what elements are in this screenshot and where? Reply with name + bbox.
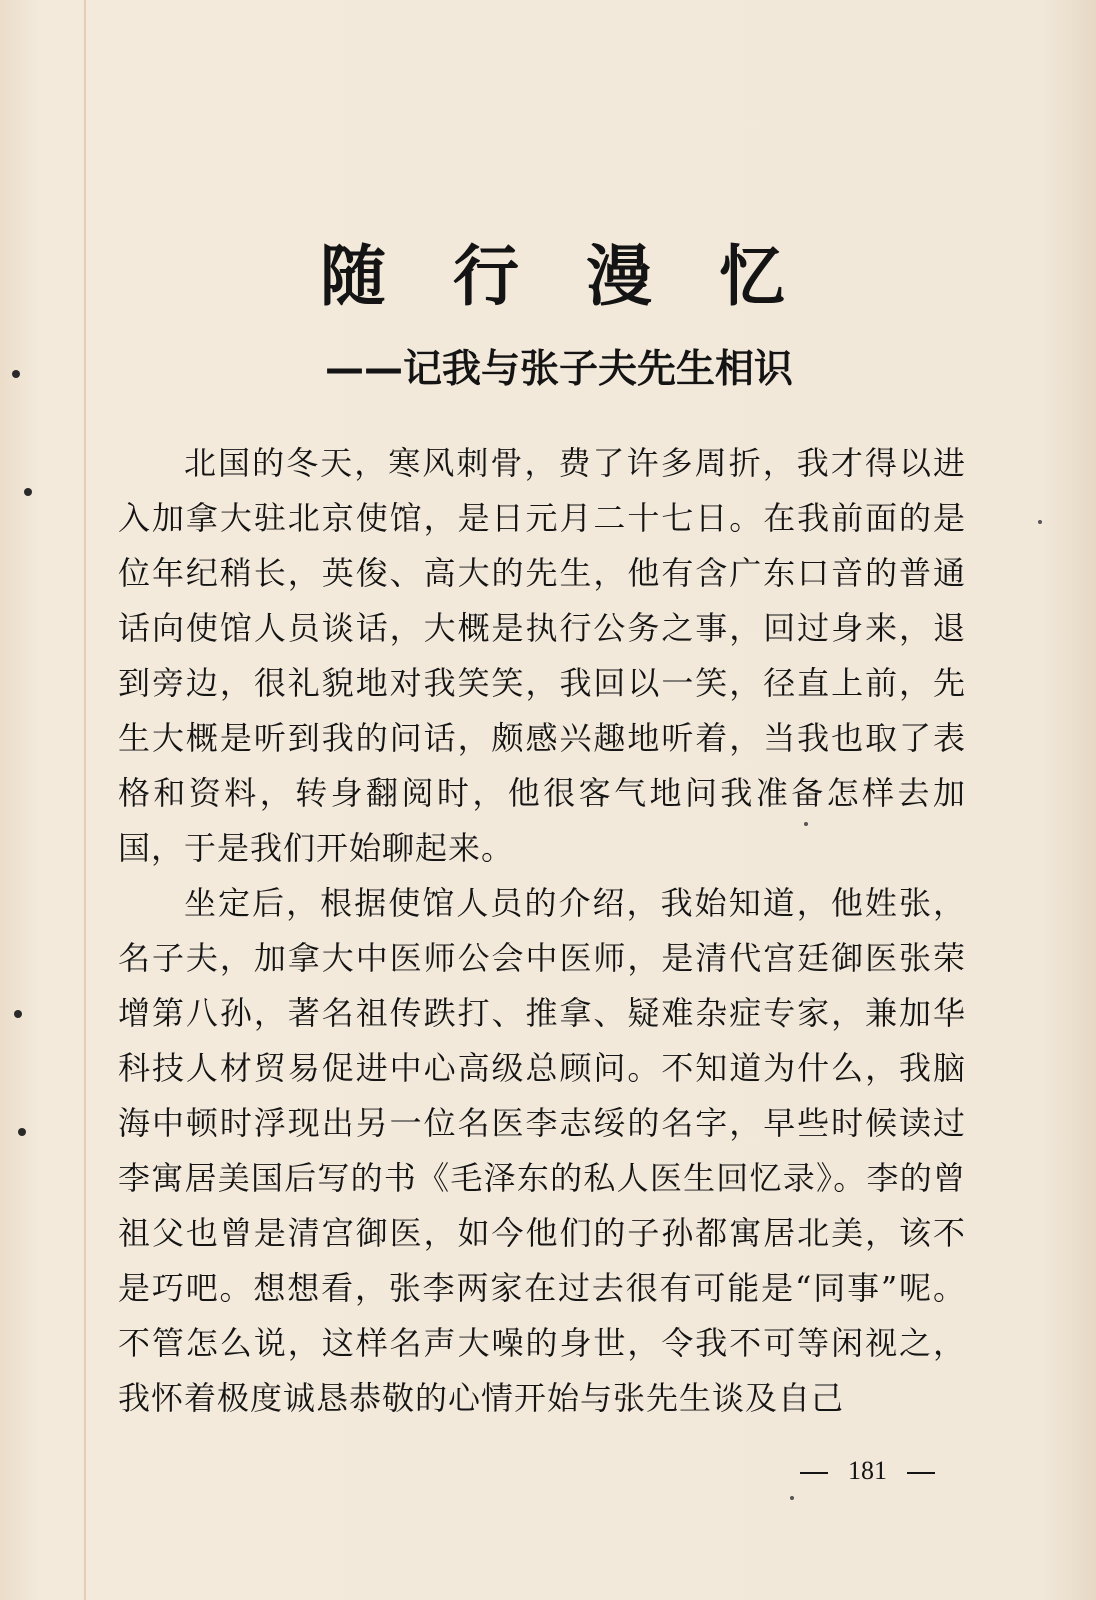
punch-hole-mark <box>14 1010 22 1018</box>
page-number-dash <box>800 1472 828 1474</box>
print-speck <box>790 1496 794 1500</box>
article-body <box>118 436 966 1426</box>
punch-hole-mark <box>12 370 20 378</box>
body-paragraph: 坐定后，根据使馆人员的介绍，我始知道，他姓张，名子夫，加拿大中医师公会中医师，是清代宫廷御医张荣增第八孙，著名祖传跌打、推拿、疑难杂症专家，兼加华科技人材贸易促进中心高级总顾问。不知道为什么，我脑海中顿时浮现出另一位名医李志绥的名字，早些时候读过李寓居美国后写的书《毛泽东的私人医生回忆录》。李的曾祖父也曾是清宫御医，如今他们的子孙都寓居北美，该不是巧吧。想想看，张李两家在过去很有可能是“同事”呢。不管怎么说，这样名声大噪的身世，令我不可等闲视之，我怀着极度诚恳恭敬的心情开始与张先生谈及自己 <box>118 884 966 1417</box>
punch-hole-mark <box>24 488 32 496</box>
article-subtitle: ——记我与张子夫先生相识 <box>325 347 794 392</box>
page-number <box>780 1456 955 1486</box>
binding-margin-line <box>84 0 86 1600</box>
page-number-value: 181 <box>848 1456 887 1485</box>
print-speck <box>1038 520 1042 524</box>
page-number-dash <box>907 1472 935 1474</box>
punch-hole-mark <box>18 1128 26 1136</box>
article-title: 随 行 漫 忆 <box>320 238 807 315</box>
body-paragraph: 北国的冬天，寒风刺骨，费了许多周折，我才得以进入加拿大驻北京使馆，是日元月二十七日。在我前面的是位年纪稍长，英俊、高大的先生，他有含广东口音的普通话向使馆人员谈话，大概是执行公务之事，回过身来，退到旁边，很礼貌地对我笑笑，我回以一笑，径直上前，先生大概是听到我的问话，颇感兴趣地听着，当我也取了表格和资料，转身翻阅时，他很客气地问我准备怎样去加国，于是我们开始聊起来。 <box>118 444 966 867</box>
